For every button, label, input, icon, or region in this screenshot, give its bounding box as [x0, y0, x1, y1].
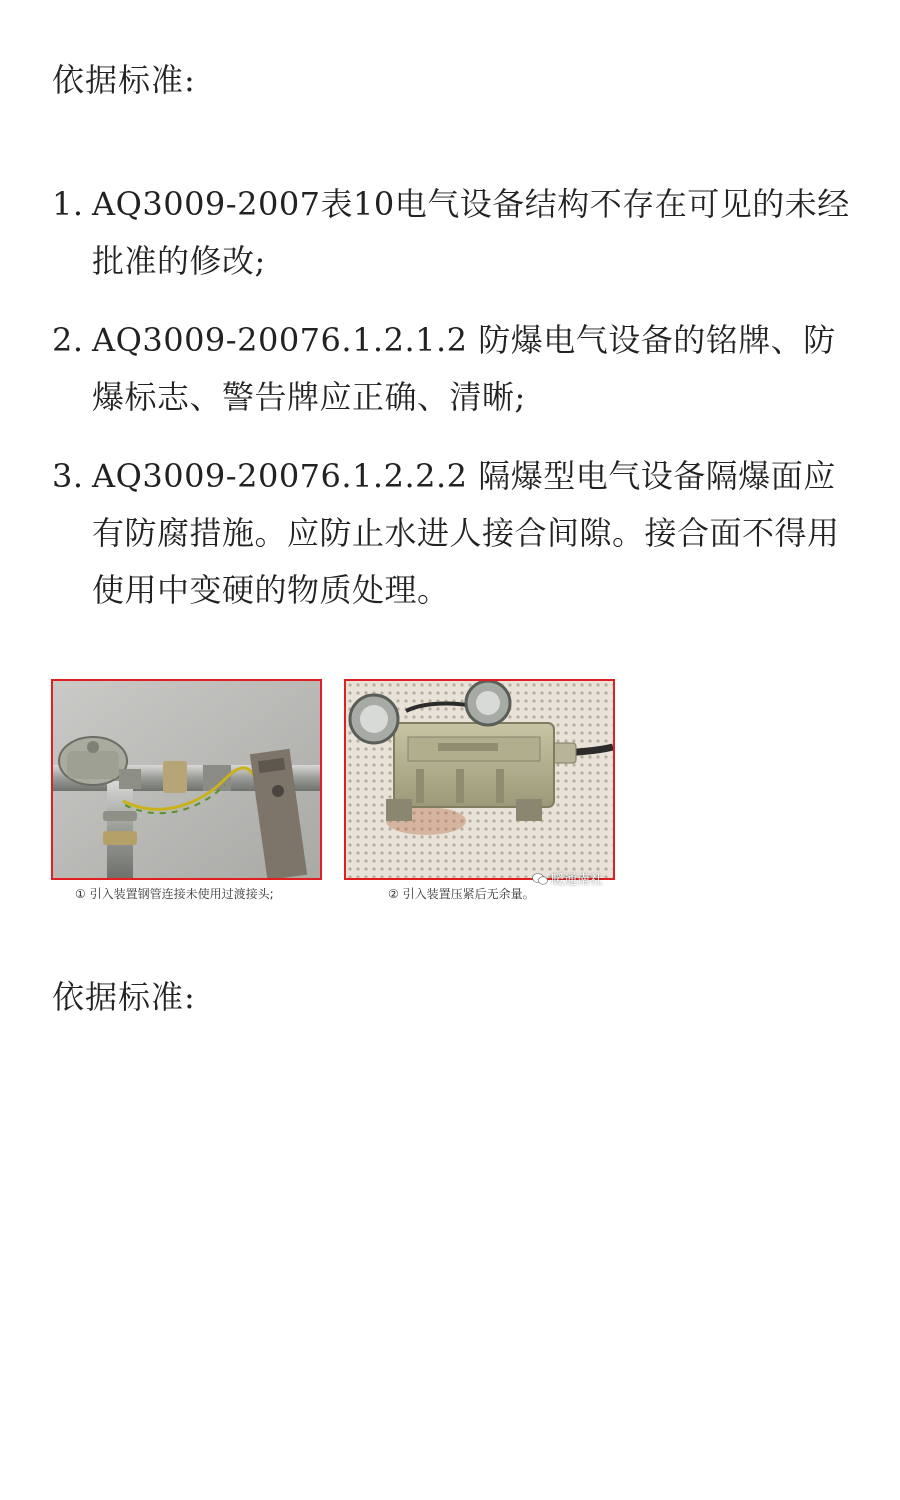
list-item-text: AQ3009-20076.1.2.1.2 防爆电气设备的铭牌、防爆标志、警告牌应正确、清晰; — [92, 321, 836, 416]
list-item-number: 2. — [52, 321, 84, 359]
figure-caption-1: ① 引入装置钢管连接未使用过渡接头; — [75, 887, 274, 901]
wechat-icon — [532, 873, 548, 885]
list-item — [52, 176, 852, 290]
list-item — [52, 312, 852, 426]
list-item-text: AQ3009-2007表10电气设备结构不存在可见的未经批准的修改; — [92, 185, 850, 280]
section-heading: 依据标准: — [52, 978, 196, 1016]
figure-images — [51, 679, 626, 909]
photo-conduit-junction-box — [51, 679, 322, 880]
watermark — [532, 869, 603, 888]
list-item — [52, 448, 852, 619]
list-item-text: AQ3009-20076.1.2.2.2 隔爆型电气设备隔爆面应有防腐措施。应防止水进人接合间隙。接合面不得用使用中变硬的物质处理。 — [92, 457, 840, 609]
list-item-number: 1. — [52, 185, 84, 223]
section-heading: 依据标准: — [52, 61, 196, 99]
list-item-number: 3. — [52, 457, 84, 495]
watermark-text: 暖通南社 — [551, 873, 604, 888]
photo-explosion-proof-box — [344, 679, 615, 880]
figure-caption-2: ② 引入装置压紧后无余量。 — [388, 887, 535, 901]
standards-list — [52, 176, 852, 641]
